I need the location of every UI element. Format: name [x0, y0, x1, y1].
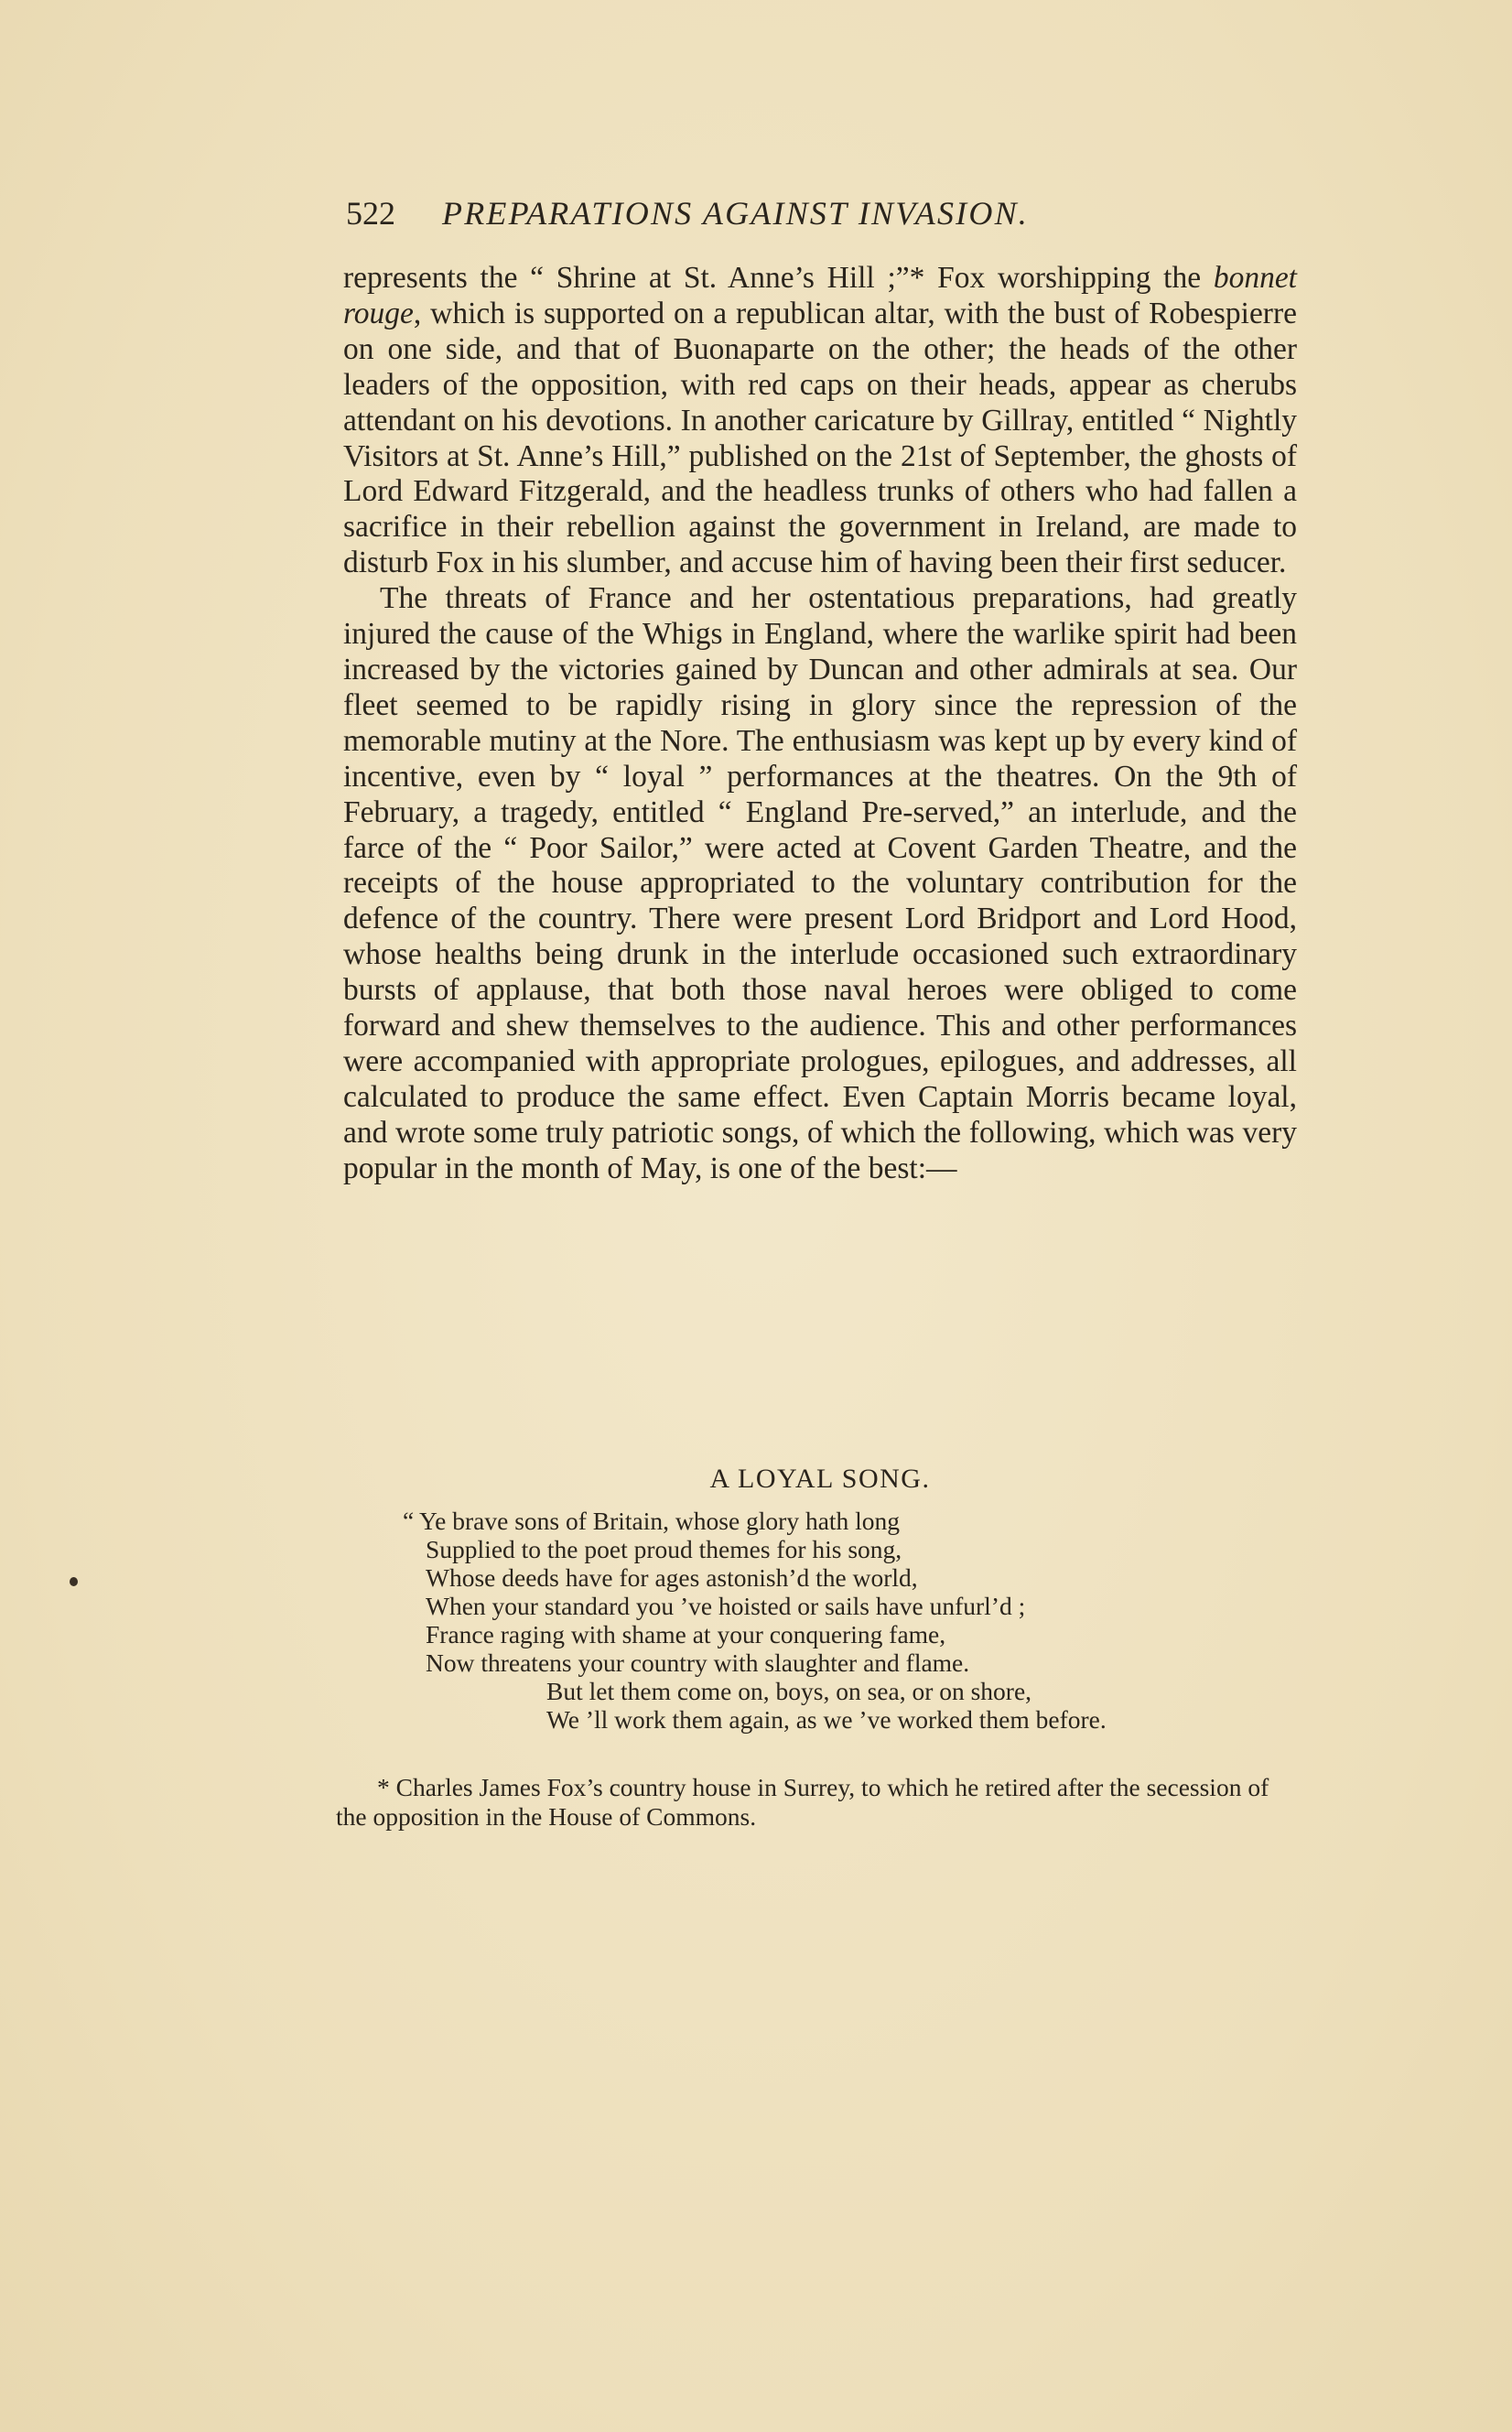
verse-line: “ Ye brave sons of Britain, whose glory hath long	[403, 1507, 901, 1535]
paragraph-2: The threats of France and her ostentatious preparations, had greatly injured the cause of the Whigs in England, where the warlike spirit had been increased by the victories gained by Duncan and other admirals at sea. Our fleet seemed to be rapidly rising in glory since the repression of the memorable mutiny at the Nore. The enthusiasm was kept up by every kind of incentive, even by “ loyal ” performances at the theatres. On the 9th of February, a tragedy, entitled “ England Pre-served,” an interlude, and the farce of the “ Poor Sailor,” were acted at Covent Garden Theatre, and the receipts of the house appropriated to the voluntary contribution for the defence of the country. There were present Lord Bridport and Lord Hood, whose healths being drunk in the interlude occasioned such extraordinary bursts of applause, that both those naval heroes were obliged to come forward and shew themselves to the audience. This and other performances were accompanied with appropriate prologues, epilogues, and addresses, all calculated to produce the same effect. Even Captain Morris became loyal, and wrote some truly patriotic songs, of which the following, which was very popular in the month of May, is one of the best:—	[343, 581, 1297, 1185]
verse-line: Supplied to the poet proud themes for his song,	[426, 1535, 902, 1563]
paragraph-1-start: represents the “ Shrine at St. Anne’s Hill ;”* Fox worshipping the	[343, 261, 1214, 295]
running-header	[346, 190, 1298, 236]
song-verse	[403, 1507, 1300, 1734]
verse-line: We ’ll work them again, as we ’ve worked them before.	[546, 1705, 1107, 1734]
song-title: A LOYAL SONG.	[709, 1464, 931, 1494]
verse-line: But let them come on, boys, on sea, or on shore,	[546, 1677, 1032, 1705]
running-title: PREPARATIONS AGAINST INVASION.	[442, 195, 1029, 232]
body-text	[343, 261, 1297, 1187]
footnote	[336, 1773, 1288, 1832]
verse-line: Whose deeds have for ages astonish’d the world,	[426, 1563, 918, 1592]
ink-speck	[70, 1577, 78, 1586]
footnote-text: * Charles James Fox’s country house in Surrey, to which he retired after the secession of the opposition in the House of Commons.	[336, 1773, 1269, 1831]
verse-line: France raging with shame at your conquering fame,	[426, 1620, 946, 1648]
verse-line: Now threatens your country with slaughter and flame.	[426, 1648, 970, 1677]
paragraph-1-rest: , which is supported on a republican altar, with the bust of Robespierre on one side, and that of Buonaparte on the other; the heads of the other leaders of the opposition, with red caps on their heads, appear as cherubs attendant on his devotions. In another caricature by Gillray, entitled “ Nightly Visitors at St. Anne’s Hill,” published on the 21st of September, the ghosts of Lord Edward Fitzgerald, and the headless trunks of others who had fallen a sacrifice in their rebellion against the government in Ireland, are made to disturb Fox in his slumber, and accuse him of having been their first seducer.	[343, 296, 1297, 580]
verse-line: When your standard you ’ve hoisted or sails have unfurl’d ;	[426, 1592, 1026, 1620]
page-number: 522	[346, 195, 395, 232]
paragraph-1	[343, 261, 1297, 581]
italic-phrase: bonnet rouge	[343, 261, 1297, 330]
